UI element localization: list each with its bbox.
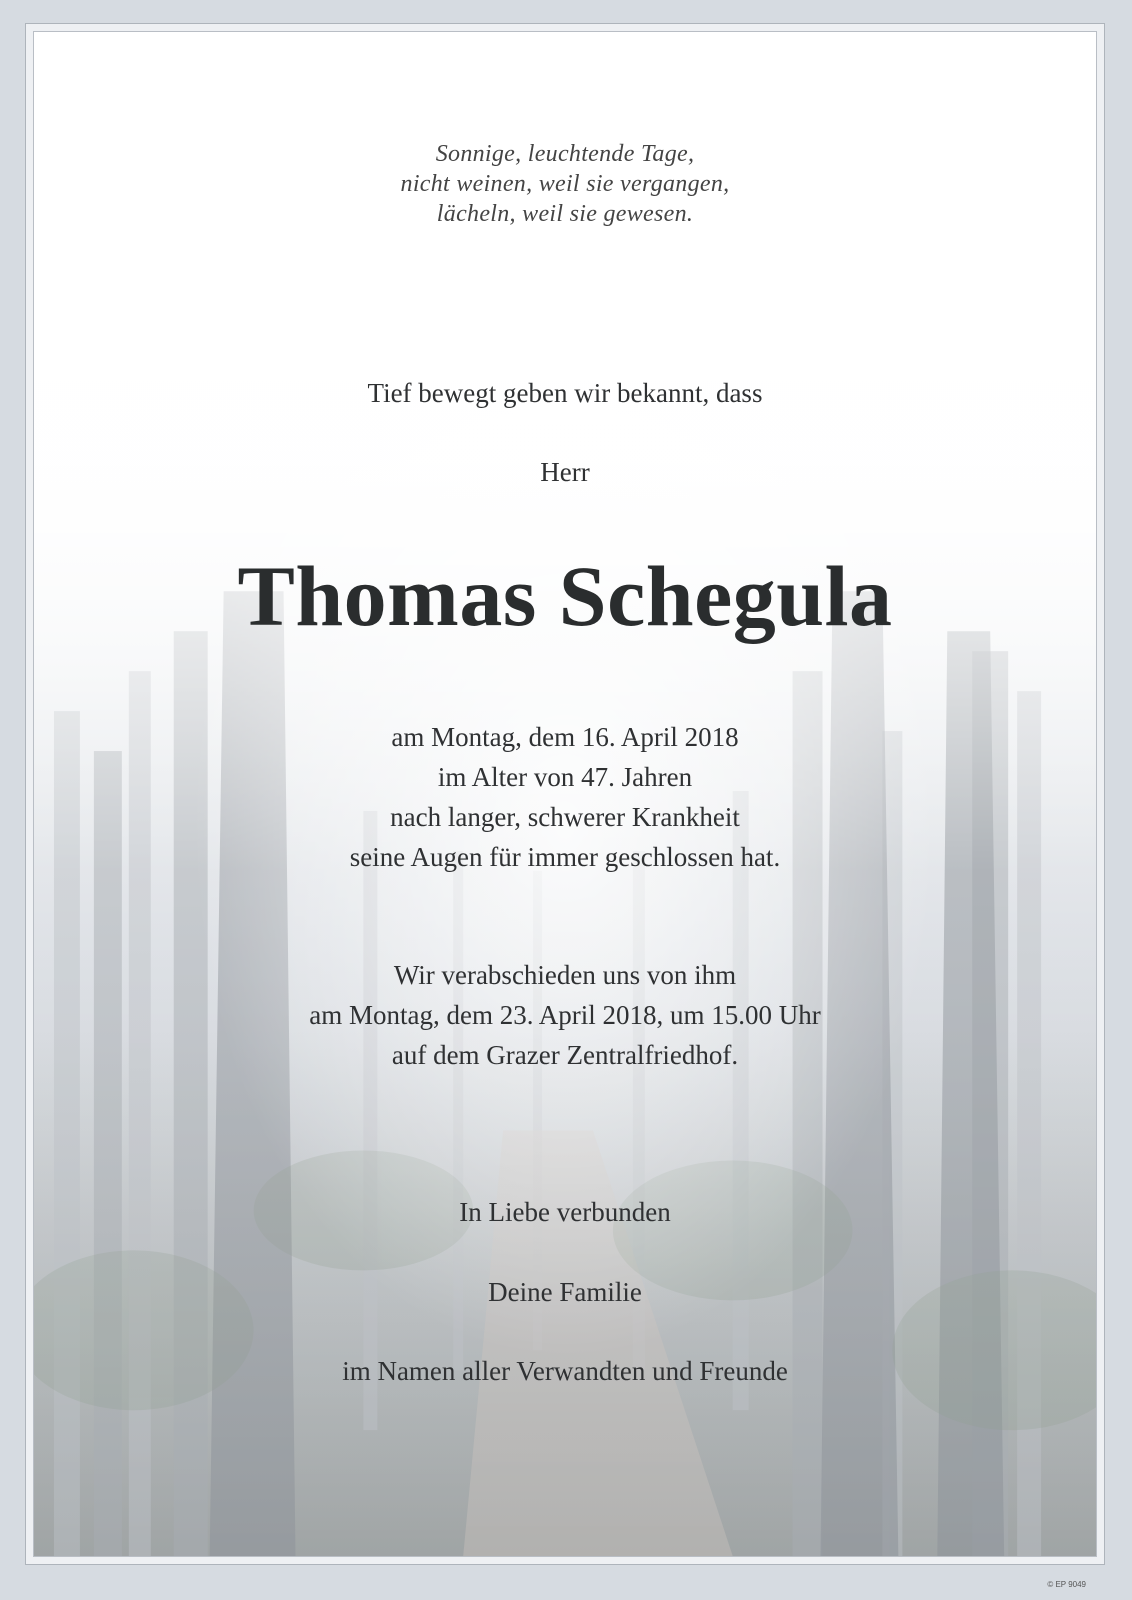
closing-family: Deine Familie <box>488 1277 642 1307</box>
motto-line-3: lächeln, weil sie gewesen. <box>436 201 694 227</box>
farewell-line-3: auf dem Grazer Zentralfriedhof. <box>391 1040 739 1070</box>
motto-line-1: Sonnige, leuchtende Tage, <box>435 141 695 167</box>
closing-love: In Liebe verbunden <box>459 1197 671 1227</box>
death-line-1: am Montag, dem 16. April 2018 <box>391 722 739 752</box>
copyright-notice: © EP 9049 <box>1047 1580 1086 1589</box>
motto-line-2: nicht weinen, weil sie vergangen, <box>400 171 730 197</box>
salutation: Herr <box>540 457 590 487</box>
death-line-2: im Alter von 47. Jahren <box>437 762 693 792</box>
obituary-text <box>34 32 1096 1556</box>
deceased-name: Thomas Schegula <box>237 548 893 644</box>
death-line-4: seine Augen für immer geschlossen hat. <box>349 842 781 872</box>
farewell-line-1: Wir verabschieden uns von ihm <box>393 960 737 990</box>
death-line-3: nach langer, schwerer Krankheit <box>390 802 740 832</box>
intro-text: Tief bewegt geben wir bekannt, dass <box>367 378 763 408</box>
obituary-card <box>33 31 1097 1557</box>
farewell-line-2: am Montag, dem 23. April 2018, um 15.00 Uhr <box>309 1000 821 1030</box>
closing-relatives: im Namen aller Verwandten und Freunde <box>342 1356 788 1386</box>
